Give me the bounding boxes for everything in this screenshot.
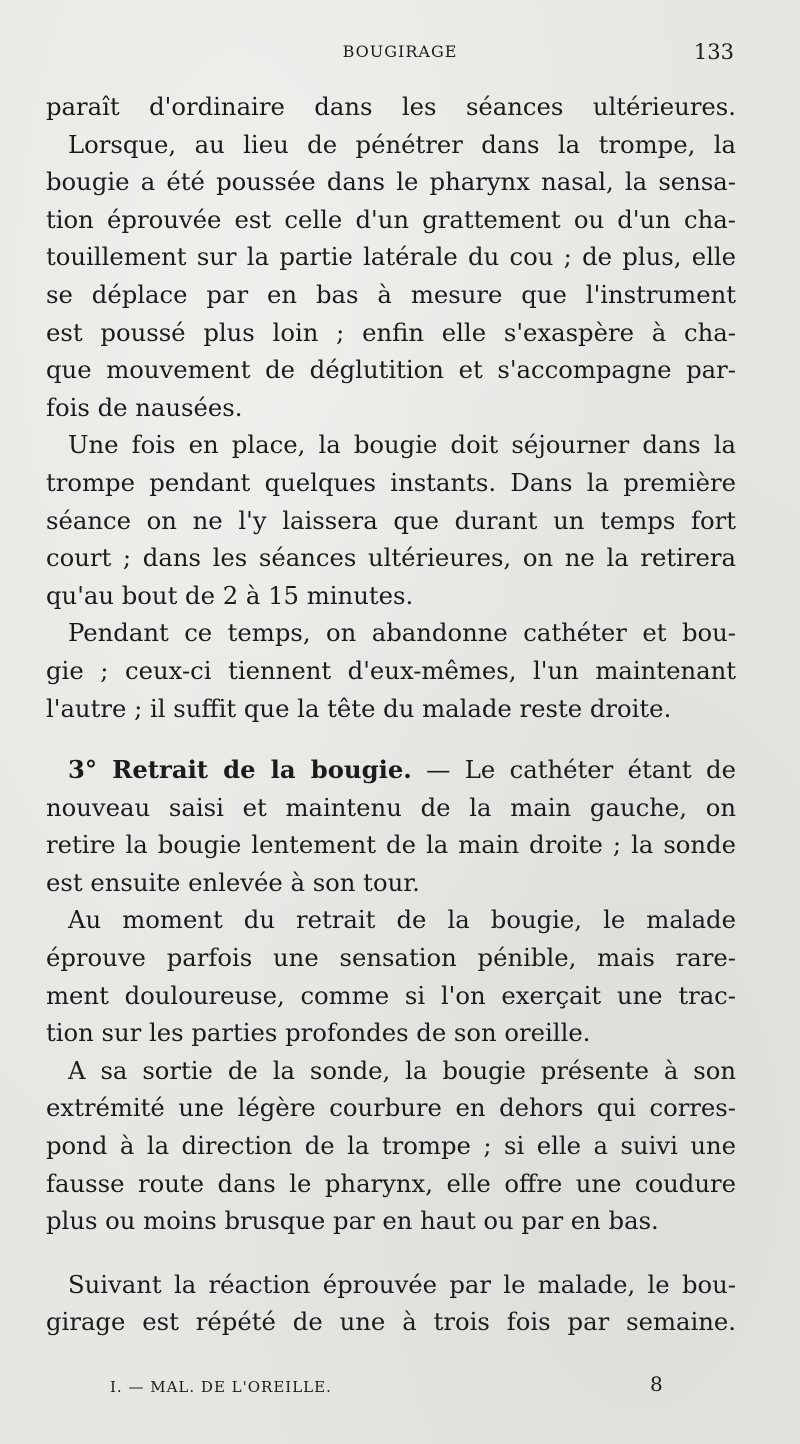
sheet-number: 8 — [650, 1372, 663, 1396]
text-line: plus ou moins brusque par en haut ou par en bas. — [46, 1206, 659, 1236]
text-line: paraît d'ordinaire dans les séances ultérieures. — [46, 92, 736, 121]
page-footer — [0, 1372, 800, 1402]
text-line: est ensuite enlevée à son tour. — [46, 867, 420, 897]
section-heading: 3° Retrait de la bougie. — [68, 755, 412, 785]
section-withdrawal — [46, 751, 736, 901]
text-line: retire la bougie lentement de la main droite ; la sonde — [46, 830, 736, 860]
text-line: Lorsque, au lieu de pénétrer dans la trompe, la — [68, 129, 736, 159]
text-line: l'autre ; il suffit que la tête du malade reste droite. — [46, 693, 672, 723]
paragraph-frequency — [46, 1266, 736, 1341]
paragraph-in-place — [46, 426, 736, 614]
text-line: tion sur les parties profondes de son oreille. — [46, 1018, 591, 1048]
paragraph-curvature — [46, 1052, 736, 1240]
paragraph-continuation — [46, 88, 736, 126]
running-title: BOUGIRAGE — [342, 42, 458, 61]
text-line: court ; dans les séances ultérieures, on ne la retirera — [46, 543, 736, 573]
text-line: fausse route dans le pharynx, elle offre une coudure — [46, 1168, 736, 1198]
text-line: est poussé plus loin ; enfin elle s'exaspère à cha- — [46, 317, 736, 347]
paragraph-sensation — [46, 901, 736, 1051]
text-line: fois de nausées. — [46, 392, 243, 422]
printer-signature: I. — MAL. DE L'OREILLE. — [110, 1378, 332, 1396]
text-line: séance on ne l'y laissera que durant un temps fort — [46, 505, 736, 535]
body-text — [46, 88, 736, 1341]
page-header — [0, 36, 800, 72]
section-lead-text: — Le cathéter étant de — [426, 755, 736, 785]
text-line: Une fois en place, la bougie doit séjourner dans la — [68, 430, 736, 460]
text-line — [46, 751, 736, 789]
section-gap — [46, 727, 736, 751]
text-line: ment douloureuse, comme si l'on exerçait une trac- — [46, 980, 736, 1010]
text-line: touillement sur la partie latérale du cou ; de plus, elle — [46, 242, 736, 272]
text-line: Au moment du retrait de la bougie, le malade — [68, 905, 736, 935]
page-number: 133 — [693, 40, 734, 64]
text-line: tion éprouvée est celle d'un grattement ou d'un cha- — [46, 204, 736, 234]
text-line: qu'au bout de 2 à 15 minutes. — [46, 580, 414, 610]
paragraph-tube-miss — [46, 126, 736, 427]
text-line: girage est répété de une à trois fois par semaine. — [46, 1307, 736, 1337]
text-line: extrémité une légère courbure en dehors qui corres- — [46, 1093, 736, 1123]
text-line: pond à la direction de la trompe ; si elle a suivi une — [46, 1131, 736, 1161]
paragraph-meanwhile — [46, 614, 736, 727]
text-line: gie ; ceux-ci tiennent d'eux-mêmes, l'un maintenant — [46, 655, 736, 685]
text-line: Suivant la réaction éprouvée par le malade, le bou- — [68, 1269, 736, 1299]
text-line: nouveau saisi et maintenu de la main gauche, on — [46, 792, 736, 822]
text-line: que mouvement de déglutition et s'accompagne par- — [46, 355, 736, 385]
text-line: trompe pendant quelques instants. Dans la première — [46, 467, 736, 497]
text-line: se déplace par en bas à mesure que l'instrument — [46, 279, 736, 309]
text-line: A sa sortie de la sonde, la bougie présente à son — [68, 1055, 736, 1085]
text-line: bougie a été poussée dans le pharynx nasal, la sensa- — [46, 167, 736, 197]
text-line: éprouve parfois une sensation pénible, mais rare- — [46, 943, 736, 973]
text-line: Pendant ce temps, on abandonne cathéter et bou- — [68, 618, 736, 648]
section-gap — [46, 1240, 736, 1266]
